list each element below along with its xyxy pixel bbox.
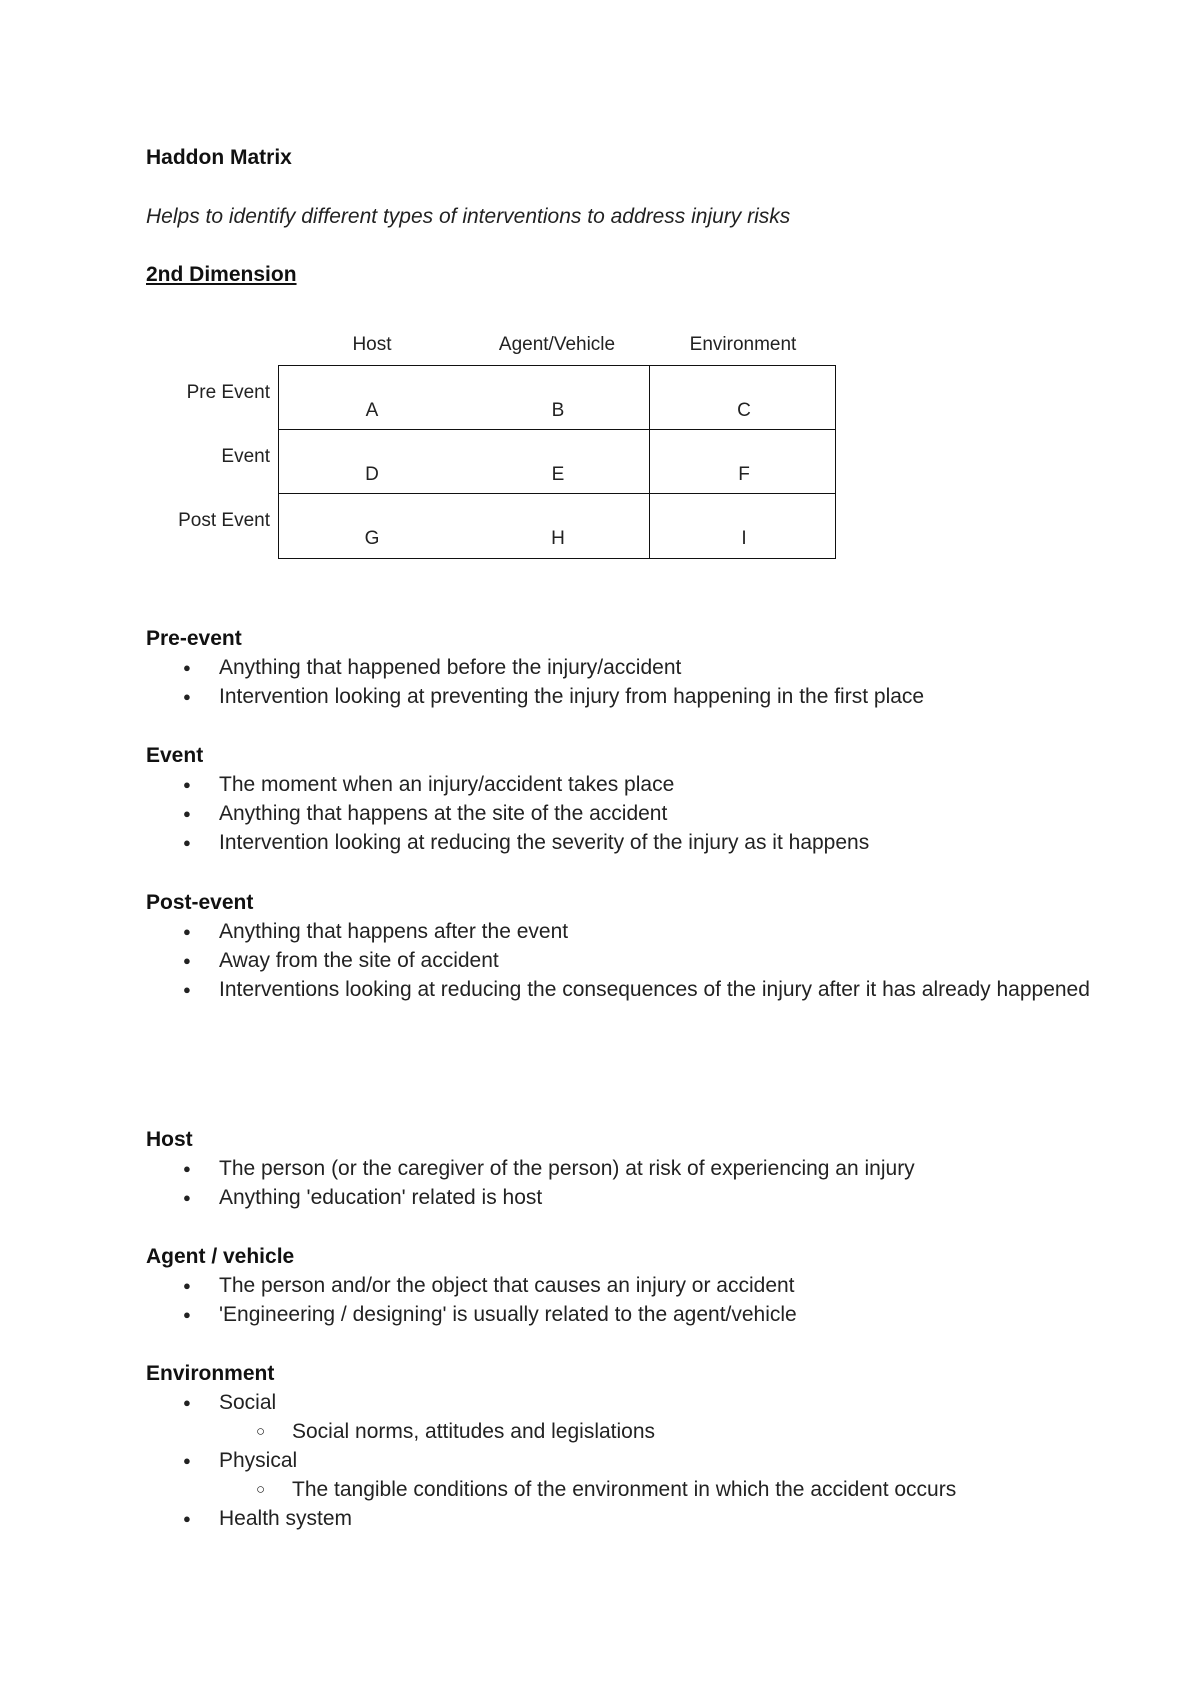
section-environment [146,1359,1109,1533]
section-heading: Event [146,744,204,767]
row-header-event: Event [221,446,270,467]
section-heading: Agent / vehicle [146,1245,295,1268]
bullet-list [146,653,1109,711]
bullet-list [146,917,1109,1004]
list-item: ● Intervention looking at reducing the severity of the injury as it happens [146,828,1109,857]
list-item: ● Interventions looking at reducing the consequences of the injury after it has already happened [146,975,1109,1004]
list-item: ● Social [146,1388,1109,1417]
list-item: ● Intervention looking at preventing the injury from happening in the first place [146,682,1109,711]
list-item: ● Physical [146,1446,1109,1475]
list-item: ● The person (or the caregiver of the person) at risk of experiencing an injury [146,1154,1109,1183]
section-post-event [146,888,1109,1004]
list-item: ● The moment when an injury/accident takes place [146,770,1109,799]
dimension-heading: 2nd Dimension [146,263,297,286]
bullet-list [146,1388,1109,1533]
list-item: ● 'Engineering / designing' is usually related to the agent/vehicle [146,1300,1109,1329]
list-item: ● Health system [146,1504,1109,1533]
matrix-cell-a: A [365,400,379,421]
list-item: ● Anything that happened before the injury/accident [146,653,1109,682]
grid-divider [649,366,650,558]
column-header-agent-vehicle: Agent/Vehicle [498,334,616,355]
list-item: ● The person and/or the object that causes an injury or accident [146,1271,1109,1300]
section-agent-vehicle [146,1242,1109,1329]
list-item: ● Anything that happens after the event [146,917,1109,946]
column-header-host: Host [352,334,392,355]
matrix-cell-i: I [741,528,747,549]
section-host [146,1125,1109,1212]
matrix-grid [278,365,836,559]
haddon-matrix-table [160,330,860,570]
matrix-cell-b: B [551,400,565,421]
grid-divider [279,493,835,494]
grid-divider [279,429,835,430]
section-heading: Environment [146,1362,275,1385]
matrix-cell-d: D [365,464,379,485]
matrix-cell-g: G [364,528,380,549]
matrix-cell-h: H [551,528,565,549]
section-event [146,741,1109,857]
row-header-post-event: Post Event [178,510,270,531]
bullet-list [146,1154,1109,1212]
bullet-list [146,1271,1109,1329]
row-header-pre-event: Pre Event [186,382,270,403]
list-item: ● Anything 'education' related is host [146,1183,1109,1212]
column-header-environment: Environment [689,334,797,355]
section-heading: Host [146,1128,193,1151]
sub-list-item: ○ The tangible conditions of the environment in which the accident occurs [146,1475,1109,1504]
section-heading: Post-event [146,891,254,914]
section-pre-event [146,624,1109,711]
page-title: Haddon Matrix [146,146,292,169]
bullet-list [146,770,1109,857]
page-subtitle: Helps to identify different types of interventions to address injury risks [146,205,791,228]
matrix-cell-e: E [551,464,565,485]
list-item: ● Away from the site of accident [146,946,1109,975]
matrix-cell-c: C [737,400,751,421]
matrix-cell-f: F [738,464,750,485]
list-item: ● Anything that happens at the site of the accident [146,799,1109,828]
sub-list-item: ○ Social norms, attitudes and legislations [146,1417,1109,1446]
section-heading: Pre-event [146,627,242,650]
